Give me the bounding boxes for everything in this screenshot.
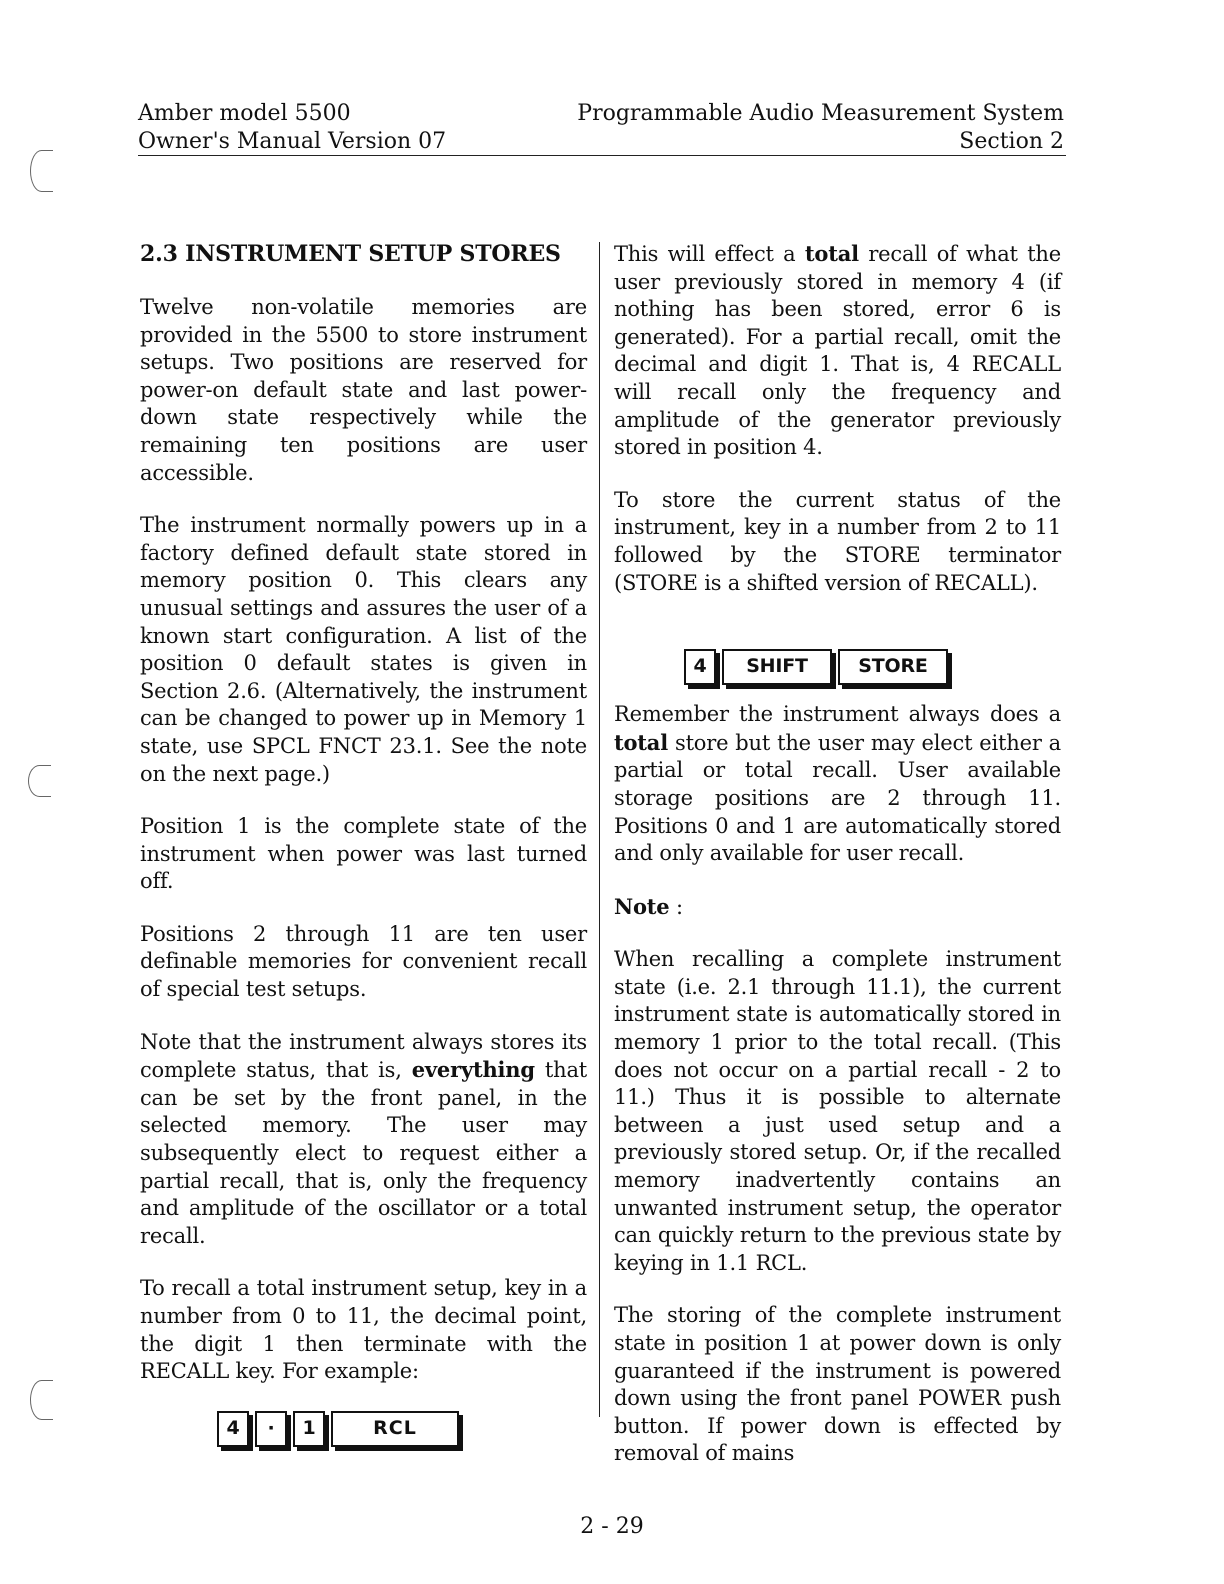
header-rule: [138, 155, 1066, 156]
paragraph: To store the current status of the instrument, key in a number from 2 to 11 followed by the STORE terminator (STORE is a shifted version of RECALL).: [614, 487, 1061, 595]
model-name: Amber model 5500: [138, 101, 351, 126]
key-4: 4: [217, 1411, 249, 1447]
header-right: [577, 100, 1064, 156]
paragraph: Positions 2 through 11 are ten user definable memories for convenient recall of special test setups.: [140, 921, 587, 1002]
header-left: [138, 100, 446, 156]
key-1: 1: [293, 1411, 325, 1447]
paragraph: When recalling a complete instrument state (i.e. 2.1 through 11.1), the current instrument state is automatically stored in memory 1 prior to the total recall. (This does not occur on a partial recall - 2 to 11.) Thus it is possible to alternate between a just used setup and a previously stored setup. Or, if the recalled memory inadvertently contains an unwanted instrument setup, the operator can quickly return to the previous state by keying in 1.1 RCL.: [614, 947, 1061, 1275]
page-number: 2 - 29: [580, 1514, 644, 1539]
key-4: 4: [684, 649, 716, 685]
key-rcl: RCL: [331, 1411, 459, 1447]
section-label: Section 2: [959, 129, 1064, 154]
punch-hole-mark-bottom: [30, 1380, 53, 1420]
key-shift: SHIFT: [722, 649, 832, 685]
column-divider: [599, 242, 600, 1417]
recall-key-sequence: [217, 1411, 587, 1447]
manual-title: Programmable Audio Measurement System: [577, 101, 1064, 126]
left-column: [140, 240, 587, 1469]
note-heading: Note :: [614, 893, 683, 919]
paragraph: Twelve non-volatile memories are provided in the 5500 to store instrument setups. Two positions are reserved for power-on default state and last power-down state respectively while the remaining ten positions are user accessible.: [140, 295, 587, 485]
manual-version: Owner's Manual Version 07: [138, 129, 447, 154]
paragraph: Remember the instrument always does a total store but the user may elect either a partial or total recall. User available storage positions are 2 through 11. Positions 0 and 1 are automatically stored and only available for user recall.: [614, 702, 1061, 866]
right-column: [614, 240, 1061, 1493]
key-store: STORE: [838, 649, 948, 685]
paragraph: Position 1 is the complete state of the instrument when power was last turned off.: [140, 814, 587, 894]
paragraph: To recall a total instrument setup, key in a number from 0 to 11, the decimal point, the digit 1 then terminate with the RECALL key. For example:: [140, 1276, 587, 1384]
paragraph: Note that the instrument always stores its complete status, that is, everything that can be set by the front panel, in the selected memory. The user may subsequently elect to request either a partial recall, that is, only the frequency and amplitude of the oscillator or a total recall.: [140, 1029, 587, 1248]
paragraph: The instrument normally powers up in a factory defined default state stored in memory position 0. This clears any unusual settings and assures the user of a known start configuration. A list of the position 0 default states is given in Section 2.6. (Alternatively, the instrument can be changed to power up in Memory 1 state, use SPCL FNCT 23.1. See the note on the next page.): [140, 513, 587, 786]
store-key-sequence: [684, 649, 1061, 685]
punch-hole-mark-middle: [28, 765, 51, 797]
paragraph: This will effect a total recall of what the user previously stored in memory 4 (if nothing has been stored, error 6 is generated). For a partial recall, omit the decimal and digit 1. That is, 4 RECALL will recall only the frequency and amplitude of the generator previously stored in position 4.: [614, 241, 1061, 460]
paragraph: The storing of the complete instrument state in position 1 at power down is only guaranteed if the instrument is powered down using the front panel POWER push button. If power down is effected by removal of mains: [614, 1303, 1061, 1466]
key-decimal: ·: [255, 1411, 287, 1447]
punch-hole-mark-top: [30, 150, 53, 192]
section-heading: 2.3 INSTRUMENT SETUP STORES: [140, 241, 561, 267]
